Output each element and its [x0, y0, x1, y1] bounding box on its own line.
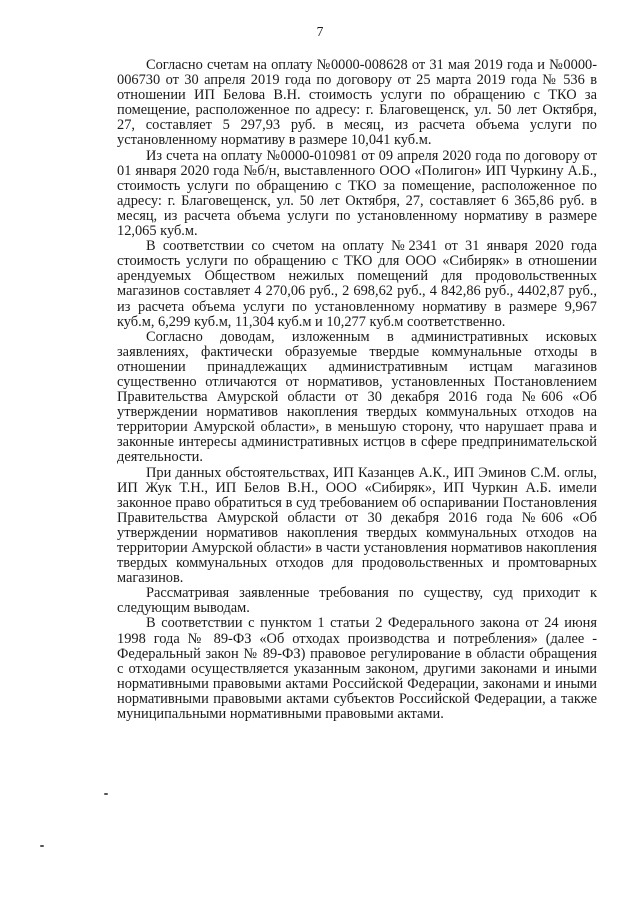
paragraph-invoices-belov: Согласно счетам на оплату №0000-008628 от 31 мая 2019 года и №0000-006730 от 30 апреля 2019 года по договору от 25 марта 2019 года № 536 в отношении ИП Белова В.Н. стоимость услуги по обращению с ТКО за помещение, расположенное по адресу: г. Благовещенск, ул. 50 лет Октября, 27, составляет 5 297,93 руб. в месяц, из расчета объема услуги по установленному нормативу в размере 10,041 куб.м. — [117, 57, 597, 149]
body-text — [117, 58, 597, 722]
paragraph-right-to-appeal: При данных обстоятельствах, ИП Казанцев А.К., ИП Эминов С.М. оглы, ИП Жук Т.Н., ИП Белов В.Н., ООО «Сибиряк», ИП Чуркин А.Б. имели законное право обратиться в суд требованием об оспаривании Постановления Правительства Амурской области от 30 декабря 2016 года №606 «Об утверждении нормативов накопления твердых коммунальных отходов на территории Амурской области» в части установления нормативов накопления твердых коммунальных отходов для продовольственных и промтоварных магазинов. — [117, 464, 597, 587]
paragraph-court-considers: Рассматривая заявленные требования по существу, суд приходит к следующим выводам. — [117, 585, 597, 617]
paragraph-claimants-arguments: Согласно доводам, изложенным в административных исковых заявлениях, фактически образуемые твердые коммунальные отходы в отношении принадлежащих административным истцам магазинов существенно отличаются от нормативов, установленных Постановлением Правительства Амурской области от 30 декабря 2016 года №606 «Об утверждении нормативов накопления твердых коммунальных отходов на территории Амурской области», в меньшую сторону, что нарушает права и законные интересы административных истцов в сфере предпринимательской деятельности. — [117, 328, 597, 466]
paragraph-federal-law-89: В соответствии с пунктом 1 статьи 2 Федерального закона от 24 июня 1998 года № 89-ФЗ «Об отходах производства и потребления» (далее - Федеральный закон № 89-ФЗ) правовое регулирование в области обращения с отходами осуществляется указанным законом, другими законами и иными нормативными правовыми актами Российской Федерации, законами и иными нормативными правовыми актами субъектов Российской Федерации, а также муниципальными нормативными правовыми актами. — [117, 615, 597, 723]
paragraph-invoice-sibiryak: В соответствии со счетом на оплату №2341 от 31 января 2020 года стоимость услуги по обращению с ТКО для ООО «Сибиряк» в отношении арендуемых Обществом нежилых помещений для продовольственных магазинов составляет 4 270,06 руб., 2 698,62 руб., 4 842,86 руб., 4402,87 руб., из расчета объема услуги по установленному нормативу в размере 9,967 куб.м, 6,299 куб.м, 11,304 куб.м и 10,277 куб.м соответственно. — [117, 238, 597, 330]
scan-speck — [40, 845, 44, 847]
paragraph-invoice-churkin: Из счета на оплату №0000-010981 от 09 апреля 2020 года по договору от 01 января 2020 года №б/н, выставленного ООО «Полигон» ИП Чуркину А.Б., стоимость услуги по обращению с ТКО за помещение, расположенное по адресу: г. Благовещенск, ул. 50 лет Октября, 27, составляет 6 365,86 руб. в месяц, из расчета объема услуги по установленному нормативу в размере 12,065 куб.м. — [117, 147, 597, 240]
scan-speck — [104, 793, 108, 795]
page-number: 7 — [316, 24, 324, 39]
